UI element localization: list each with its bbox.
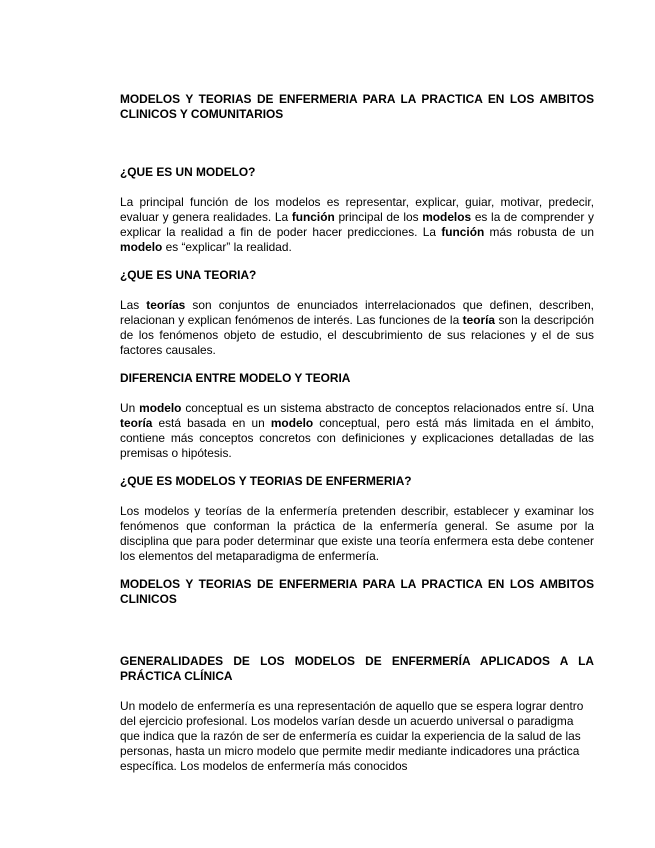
paragraph-teoria: Las teorías son conjuntos de enunciados interrelacionados que definen, describen, relacionan y explican fenómenos de interés. Las funciones de la teoría son la descripción de los fenómenos objeto de estudio, el descubrimiento de sus relaciones y el de sus factores causales.	[120, 298, 595, 357]
paragraph-modelo: La principal función de los modelos es representar, explicar, guiar, motivar, predecir, evaluar y genera realidades. La función principal de los modelos es la de comprender y explicar la realidad a fin de poder hacer predicciones. La función más robusta de un modelo es “explicar” la realidad.	[120, 195, 594, 254]
heading-que-es-una-teoria: ¿QUE ES UNA TEORIA?	[120, 268, 257, 282]
heading-diferencia: DIFERENCIA ENTRE MODELO Y TEORIA	[120, 371, 351, 385]
paragraph-modelos-teorias: Los modelos y teorías de la enfermería pretenden describir, establecer y examinar los fenómenos que conforman la práctica de la enfermería general. Se asume por la disciplina que para poder determinar que existe una teoría enfermera esta debe contener los elementos del metaparadigma de enfermería.	[120, 504, 594, 563]
heading-modelos-teorias-enfermeria: ¿QUE ES MODELOS Y TEORIAS DE ENFERMERIA?	[120, 474, 412, 488]
heading-que-es-un-modelo: ¿QUE ES UN MODELO?	[120, 165, 256, 179]
keyword-funcion: función	[291, 210, 335, 224]
paragraph-diferencia: Un modelo conceptual es un sistema abstracto de conceptos relacionados entre sí. Una teoría está basada en un modelo conceptual, pero está más limitada en el ámbito, contiene más conceptos concretos con definiciones y explicaciones detalladas de las premisas o hipótesis.	[120, 401, 594, 460]
subtitle-ambitos-clinicos: MODELOS Y TEORIAS DE ENFERMERIA PARA LA PRACTICA EN LOS AMBITOS CLINICOS	[120, 577, 594, 606]
heading-generalidades: GENERALIDADES DE LOS MODELOS DE ENFERMERÍA APLICADOS A LA PRÁCTICA CLÍNICA	[120, 654, 594, 683]
document-page	[120, 92, 594, 774]
keyword-teoria: teoría	[462, 313, 496, 327]
keyword-modelo-2: modelo	[139, 401, 182, 415]
keyword-funcion-2: función	[441, 225, 485, 239]
keyword-modelo-3: modelo	[270, 416, 314, 430]
keyword-modelos: modelos	[422, 210, 472, 224]
document-title: MODELOS Y TEORIAS DE ENFERMERIA PARA LA PRACTICA EN LOS AMBITOS CLINICOS Y COMUNITARIOS	[120, 92, 594, 121]
paragraph-generalidades: Un modelo de enfermería es una representación de aquello que se espera lograr dentro del ejercicio profesional. Los modelos varían desde un acuerdo universal o paradigma que indica que la razón de ser de enfermería es cuidar la experiencia de la salud de las personas, hasta un micro modelo que permite medir mediante indicadores una práctica específica. Los modelos de enfermería más conocidos	[120, 699, 584, 773]
keyword-modelo: modelo	[120, 240, 163, 254]
keyword-teorias: teorías	[146, 298, 186, 312]
keyword-teoria-2: teoría	[120, 416, 153, 430]
